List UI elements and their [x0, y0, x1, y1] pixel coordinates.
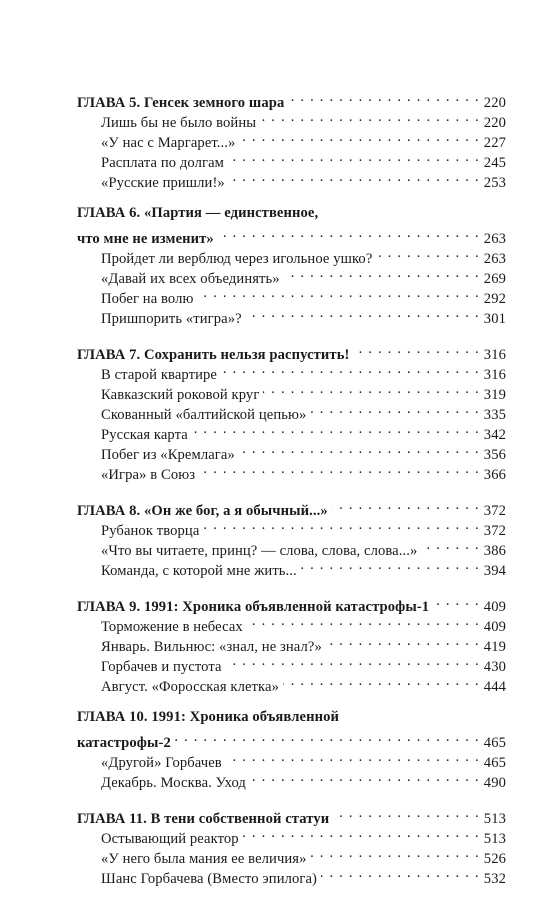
toc-page-number: 532	[483, 871, 506, 887]
toc-page-number: 372	[483, 503, 506, 519]
toc-entry-title: Январь. Вильнюс: «знал, не знал?»	[101, 639, 322, 655]
toc-entry-title: Шанс Горбачева (Вместо эпилога)	[101, 871, 318, 887]
toc-entry-title: Остывающий реактор	[101, 831, 239, 847]
toc-chapter	[77, 707, 506, 791]
toc-entry-title: «Что вы читаете, принц? — слова, слова, слова...»	[101, 543, 418, 559]
toc-page-number: 513	[483, 811, 506, 827]
toc-entry-title: ГЛАВА 9. 1991: Хроника объявленной катастрофы-1	[77, 599, 430, 615]
toc-page-number: 372	[483, 523, 506, 539]
toc-chapter-heading[interactable]	[77, 591, 506, 615]
dot-leader	[260, 107, 480, 127]
toc-page-number: 366	[483, 467, 506, 483]
toc-entry-title: Побег на волю	[101, 291, 194, 307]
toc-chapter	[77, 803, 506, 887]
dot-leader	[263, 379, 479, 399]
toc-page-number: 513	[483, 831, 506, 847]
dot-leader	[221, 359, 480, 379]
dot-leader	[310, 399, 479, 419]
toc-entry-title: Кавказский роковой круг	[101, 387, 260, 403]
toc-entry-title: ГЛАВА 7. Сохранить нельзя распустить!	[77, 347, 350, 363]
dot-leader	[226, 651, 480, 671]
toc-chapter	[77, 87, 506, 191]
dot-leader	[229, 167, 480, 187]
toc-page-number: 269	[483, 271, 506, 287]
toc-chapter	[77, 495, 506, 579]
dot-leader	[239, 439, 480, 459]
dot-leader	[246, 303, 480, 323]
toc-chapter-heading[interactable]	[77, 803, 506, 827]
toc-entry-title: Горбачев и пустота	[101, 659, 222, 675]
toc-page-number: 263	[483, 251, 506, 267]
toc-page-number: 292	[483, 291, 506, 307]
toc-entry-title: «Игра» в Союз	[101, 467, 196, 483]
dot-leader	[243, 823, 480, 843]
toc-entry-title: В старой квартире	[101, 367, 217, 383]
toc-page-number: 444	[483, 679, 506, 695]
toc-chapter	[77, 339, 506, 483]
toc-page-number: 342	[483, 427, 506, 443]
toc-chapter-heading[interactable]	[77, 727, 506, 751]
toc-entry-title: Рубанок творца	[101, 523, 200, 539]
toc-entry-title: «У нас с Маргарет...»	[101, 135, 236, 151]
toc-entry-title: Торможение в небесах	[101, 619, 243, 635]
dot-leader	[228, 147, 480, 167]
toc-entry-title: Русская карта	[101, 427, 188, 443]
toc-entry-title: Пройдет ли верблюд через игольное ушко?	[101, 251, 373, 267]
toc-page-number: 220	[483, 115, 506, 131]
toc-chapter-heading[interactable]	[77, 339, 506, 363]
dot-leader	[199, 459, 480, 479]
toc-entry-title: Пришпорить «тигра»?	[101, 311, 242, 327]
toc-page-number: 409	[483, 599, 506, 615]
toc-page-number: 316	[483, 367, 506, 383]
dot-leader	[433, 591, 480, 611]
toc-entry-title: Побег из «Кремлага»	[101, 447, 235, 463]
toc-entry-title: «Другой» Горбачев	[101, 755, 222, 771]
dot-leader	[333, 803, 480, 823]
table-of-contents	[77, 87, 506, 887]
dot-leader	[284, 263, 480, 283]
dot-leader	[250, 767, 480, 787]
toc-page-number: 409	[483, 619, 506, 635]
toc-page-number: 245	[483, 155, 506, 171]
toc-page-number: 316	[483, 347, 506, 363]
toc-chapter	[77, 591, 506, 695]
toc-page-number: 301	[483, 311, 506, 327]
toc-entry-title: ГЛАВА 6. «Партия — единственное,	[77, 205, 319, 221]
toc-entry-title: Декабрь. Москва. Уход	[101, 775, 246, 791]
toc-entry-title: ГЛАВА 8. «Он же бог, а я обычный...»	[77, 503, 328, 519]
dot-leader	[326, 631, 480, 651]
toc-entry-title: ГЛАВА 11. В тени собственной статуи	[77, 811, 330, 827]
dot-leader	[283, 671, 480, 691]
dot-leader	[332, 495, 480, 515]
dot-leader	[288, 87, 479, 107]
toc-entry-title: катастрофы-2	[77, 735, 171, 751]
dot-leader	[226, 747, 480, 767]
toc-entry-title: что мне не изменит»	[77, 231, 214, 247]
dot-leader	[421, 535, 479, 555]
dot-leader	[301, 555, 480, 575]
toc-page-number: 319	[483, 387, 506, 403]
toc-page-number: 465	[483, 735, 506, 751]
toc-entry-title: «У него была мания ее величия»	[101, 851, 307, 867]
toc-page-number: 490	[483, 775, 506, 791]
toc-page-number: 220	[483, 95, 506, 111]
dot-leader	[353, 339, 479, 359]
toc-page-number: 227	[483, 135, 506, 151]
toc-entry-title: ГЛАВА 10. 1991: Хроника объявленной	[77, 709, 339, 725]
toc-entry-title: Команда, с которой мне жить...	[101, 563, 297, 579]
toc-chapter-heading[interactable]	[77, 495, 506, 519]
toc-chapter-heading[interactable]	[77, 223, 506, 247]
dot-leader	[218, 223, 480, 243]
toc-entry-title: «Русские пришли!»	[101, 175, 225, 191]
toc-page-number: 394	[483, 563, 506, 579]
dot-leader	[192, 419, 480, 439]
toc-chapter	[77, 203, 506, 327]
dot-leader	[239, 127, 479, 147]
toc-page-number: 430	[483, 659, 506, 675]
toc-entry-title: Август. «Форосская клетка»	[101, 679, 279, 695]
dot-leader	[376, 243, 479, 263]
toc-entry-title: Скованный «балтийской цепью»	[101, 407, 307, 423]
toc-entry-title: Расплата по долгам	[101, 155, 225, 171]
dot-leader	[203, 515, 479, 535]
dot-leader	[321, 863, 480, 883]
toc-page-number: 356	[483, 447, 506, 463]
dot-leader	[175, 727, 480, 747]
toc-page-number: 386	[483, 543, 506, 559]
toc-entry-title: «Давай их всех объединять»	[101, 271, 280, 287]
toc-page-number: 335	[483, 407, 506, 423]
toc-entry-title: ГЛАВА 5. Генсек земного шара	[77, 95, 285, 111]
dot-leader	[247, 611, 480, 631]
toc-page-number: 465	[483, 755, 506, 771]
dot-leader	[198, 283, 480, 303]
toc-page-number: 263	[483, 231, 506, 247]
toc-chapter-heading[interactable]	[77, 87, 506, 111]
dot-leader	[311, 843, 480, 863]
toc-chapter-heading[interactable]	[77, 707, 506, 727]
toc-chapter-heading[interactable]	[77, 203, 506, 223]
toc-page-number: 253	[483, 175, 506, 191]
toc-page-number: 526	[483, 851, 506, 867]
toc-entry-title: Лишь бы не было войны	[101, 115, 257, 131]
toc-page-number: 419	[483, 639, 506, 655]
